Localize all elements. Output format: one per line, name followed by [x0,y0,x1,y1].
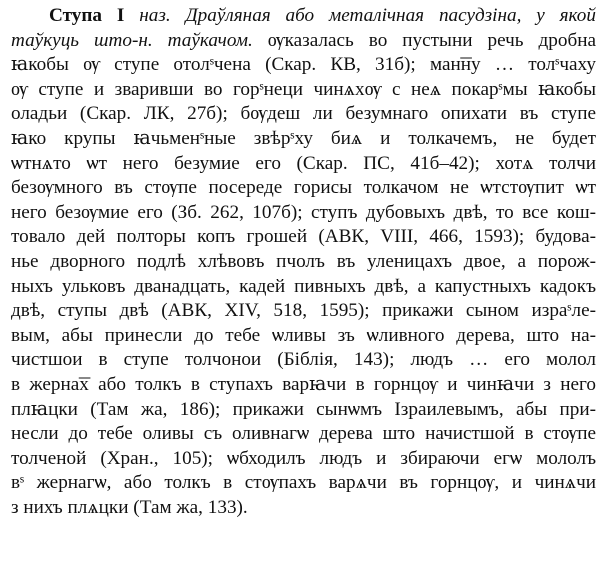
entry-line: ꙗко крупы ꙗчьменˢные звѣрˢху биѧ и толкачемъ, не будет [11,127,596,149]
entry-line: оладьи (Скар. ЛК, 27б); бѹдеш ли безумнаго опихати въ ступе [11,103,596,125]
definition: таўкуць што-н. таўкачом. [11,29,268,51]
entry-line: ѹ ступе и зваривши во горˢнеци чинѧхѹ с неѧ покарˢмы ꙗкобы [11,78,596,100]
entry-line: безѹмного въ стѹпе посереде горисы толкачом не ѡтстѹпит ѡт [11,177,596,199]
entry-line: в жерна͞х або толкъ в ступахъ варꙗчи в горнцѹ и чинꙗчи з него [11,373,596,395]
entry-line: ѡтнѧто ѡт него безумие его (Скар. ПС, 41б–42); хотѧ толчи [11,152,596,174]
entry-line: ꙗкобы ѹ ступе отолˢчена (Скар. КВ, 31б); ман͞ну … толˢчаху [11,54,596,76]
entry-line: вˢ жернагѡ, або толкъ в стѹпахъ варѧчи въ горнцѹ, и чинѧчи [11,472,596,494]
entry-line: двѣ, ступы двѣ (АВК, XIV, 518, 1595); прикажи сыном израˢле- [11,300,596,322]
citation-text: ѹказалась во пустыни речь дробна [267,29,596,51]
entry-line: чистшои в ступе толчонои (Біблія, 143); людъ … его молол [11,349,596,371]
entry-line: вым, абы принесли до тебе ѡливы зъ ѡливного дерева, што на- [11,324,596,346]
entry-line: товало дей полторы копъ грошей (АВК, VIII, 466, 1593); будова- [11,226,596,248]
headword: Ступа I [49,5,125,26]
entry-line: з нихъ плѧцки (Там жа, 133). [11,496,248,518]
entry-line [11,4,596,29]
entry-line: него безѹмие его (Зб. 262, 107б); ступъ дубовыхъ двѣ, то все кош- [11,201,596,223]
definition: наз. Драўляная або металічная пасудзіна, у якой [139,5,596,26]
entry-line: ныхъ ульковъ дванадцать, кадей пивныхъ двѣ, а капустныхъ кадокъ [11,275,596,297]
entry-line: несли до тебе оливы съ оливнагѡ дерева што начистшой в стѹпе [11,423,596,445]
entry-line: нье дворного подлѣ хлѣвовъ пчолъ въ уленицахъ двое, а порож- [11,250,596,272]
entry-line: толченой (Хран., 105); ѡбходилъ людъ и збираючи егѡ мололъ [11,447,596,469]
entry-line [11,29,596,54]
entry-line: плꙗцки (Там жа, 186); прикажи сынѡмъ Ізраилевымъ, абы при- [11,398,596,420]
